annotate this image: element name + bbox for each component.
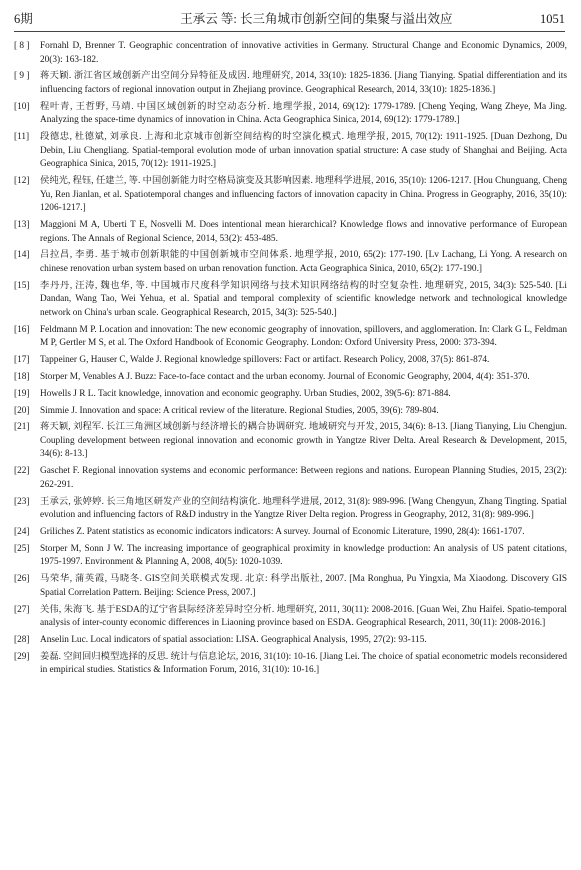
reference-text: Simmie J. Innovation and space: A critical review of the literature. Regional Studies, 2005, 39(6): 789-804. [40,405,439,416]
reference-entry [14,634,567,648]
reference-number: [25] [14,543,30,554]
reference-text: Maggioni M A, Uberti T E, Nosvelli M. Does intentional mean hierarchical? Knowledge flows and innovative performance of European regions. The Annals of Regional Science, 2014, 53(2): 453-485. [40,220,567,244]
reference-text: Tappeiner G, Hauser C, Walde J. Regional knowledge spillovers: Fact or artifact. Research Policy, 2008, 37(5): 861-874. [40,355,490,366]
reference-text: 马荣华, 蒲英霞, 马晓冬. GIS空间关联模式发现. 北京: 科学出版社, 2007. [Ma Ronghua, Pu Yingxia, Ma Xiaodong. Discovery GIS Spatial Correlation Pattern. Beijing: Science Press, 2007.] [40,574,567,598]
reference-text: Fornahl D, Brenner T. Geographic concentration of innovative activities in Germany. Structural Change and Economic Dynamics, 2009, 20(3): 163-182. [40,41,567,65]
reference-list [14,40,567,681]
reference-entry [14,405,567,419]
reference-text: Feldmann M P. Location and innovation: The new economic geography of innovation, spillovers, and agglomeration. In: Clark G L, Feldman M P, Gertler M S, et al. The Oxford Handbook of Economic Geography. London: Oxford University Press, 2000: 373-394. [40,324,567,349]
reference-text: 蒋天颖. 浙江省区域创新产出空间分异特征及成因. 地理研究, 2014, 33(10): 1825-1836. [Jiang Tianying. Spatial differentiation and its influencing factors of regional innovation output in Zhejiang province. Geographical Research, 2014, 33(10): 1825-1836.] [40,71,567,95]
issue-label: 6期 [14,12,33,26]
reference-number: [16] [14,324,30,335]
reference-text: 段德忠, 杜德斌, 刘承良. 上海和北京城市创新空间结构的时空演化模式. 地理学报, 2015, 70(12): 1911-1925. [Duan Dezhong, Du Debin, Liu Chengliang. Spatial-temporal evolution mode of urban innovation spatial structure: A case study of Shanghai and Beijing. Acta Geographica Sinica, 2015, 70(12): 1911-1925.] [40,132,567,170]
reference-text: 蒋天颖, 刘程军. 长江三角洲区域创新与经济增长的耦合协调研究. 地域研究与开发, 2015, 34(6): 8-13. [Jiang Tianying, Liu Chengjun. Coupling development between regional innovation and economic growth in Yangtze River Delta. Areal Research & Development, 2015, 34(6): 8-13.] [40,422,567,460]
reference-text: 李丹丹, 汪涛, 魏也华, 等. 中国城市尺度科学知识网络与技术知识网络结构的时空复杂性. 地理研究, 2015, 34(3): 525-540. [Li Dandan, Wang Tao, Wei Yehua, et al. Spatial and temporal complexity of scientific knowledge network and technological knowledge network on China's urban scale. Geographical Research, 2015, 34(3): 525-540.] [40,280,567,318]
reference-text: Storper M, Venables A J. Buzz: Face-to-face contact and the urban economy. Journal of Economic Geography, 2004, 4(4): 351-370. [40,371,530,382]
reference-number: [27] [14,604,30,615]
reference-number: [28] [14,634,30,645]
header-rule [14,31,565,32]
reference-number: [21] [14,422,30,433]
reference-number: [ 8 ] [14,41,30,51]
reference-text: 关伟, 朱海飞. 基于ESDA的辽宁省县际经济差异时空分析. 地理研究, 2011, 30(11): 2008-2016. [Guan Wei, Zhu Haifei. Spatio-temporal analysis of inter-county economic differences in Liaoning province based on ESDA. Geographical Research, 2011, 30(11): 2008-2016.] [40,604,567,629]
reference-text: 姜磊. 空间回归模型选择的反思. 统计与信息论坛, 2016, 31(10): 10-16. [Jiang Lei. The choice of spatial econometric models reconsidered in empirical studies. Statistics & Information Forum, 2016, 31(10): 10-16.] [40,651,567,676]
reference-entry [14,280,567,321]
reference-entry [14,573,567,600]
reference-number: [17] [14,355,30,366]
reference-text: 吕拉昌, 李勇. 基于城市创新职能的中国创新城市空间体系. 地理学报, 2010, 65(2): 177-190. [Lv Lachang, Li Yong. A research on chinese renovation urban system based on urban renovation function. Acta Geographica Sinica, 2010, 65(2): 177-190.] [40,250,567,275]
reference-text: Griliches Z. Patent statistics as economic indicators indicators: A survey. Journal of Economic Literature, 1990, 28(4): 1661-1707. [40,527,525,537]
reference-number: [26] [14,574,30,585]
reference-entry [14,175,567,216]
reference-number: [11] [14,132,30,143]
reference-number: [29] [14,651,30,662]
reference-entry [14,219,567,246]
reference-entry [14,388,567,402]
reference-entry [14,526,567,540]
reference-number: [24] [14,527,30,537]
reference-number: [14] [14,250,30,261]
reference-number: [ 9 ] [14,71,30,82]
reference-text: Howells J R L. Tacit knowledge, innovation and economic geography. Urban Studies, 2002, 39(5-6): 871-884. [40,388,451,399]
reference-entry [14,131,567,172]
reference-entry [14,70,567,97]
reference-number: [13] [14,220,30,231]
reference-number: [18] [14,371,30,382]
reference-number: [20] [14,405,30,416]
reference-text: 王承云, 张婷婷. 长三角地区研发产业的空间结构演化. 地理科学进展, 2012, 31(8): 989-996. [Wang Chengyun, Zhang Tingting. Spatial evolution and influencing factors of R&D industry in the Yangtze River Delta region. Progress in Geography, 2012, 31(8): 989-996.] [40,496,567,521]
reference-entry [14,543,567,570]
running-title: 王承云 等: 长三角城市创新空间的集聚与溢出效应 [180,12,453,26]
reference-number: [15] [14,280,30,291]
running-header [14,10,565,28]
reference-entry [14,354,567,368]
reference-text: Anselin Luc. Local indicators of spatial association: LISA. Geographical Analysis, 1995, 27(2): 93-115. [40,634,427,645]
page-number: 1051 [540,12,565,26]
reference-text: 侯纯光, 程钰, 任建兰, 等. 中国创新能力时空格局演变及其影响因素. 地理科学进展, 2016, 35(10): 1206-1217. [Hou Chunguang, Cheng Yu, Ren Jianlan, et al. Spatiotemporal changes and influencing factors of innovation capacity in China. Progress in Geography, 2016, 35(10): 1206-1217.] [40,176,567,214]
reference-entry [14,40,567,67]
reference-entry [14,496,567,523]
reference-number: [10] [14,101,30,112]
reference-entry [14,371,567,385]
reference-entry [14,101,567,128]
reference-entry [14,604,567,631]
reference-number: [19] [14,388,30,399]
reference-entry [14,651,567,678]
reference-number: [22] [14,466,30,477]
reference-entry [14,249,567,276]
reference-entry [14,324,567,351]
reference-number: [23] [14,496,30,507]
reference-text: Gaschet F. Regional innovation systems and economic performance: Between regions and nations. European Planning Studies, 2015, 23(2): 262-291. [40,466,567,490]
reference-entry [14,421,567,462]
reference-entry [14,465,567,492]
reference-text: Storper M, Sonn J W. The increasing importance of geographical proximity in knowledge production: An analysis of US patent citations, 1975-1997. Environment & Planning A, 2008, 40(5): 1020-1039. [40,543,567,568]
reference-number: [12] [14,176,30,187]
reference-text: 程叶青, 王哲野, 马靖. 中国区域创新的时空动态分析. 地理学报, 2014, 69(12): 1779-1789. [Cheng Yeqing, Wang Zheye, Ma Jing. Analyzing the space-time dynamics of innovation in China. Acta Geographica Sinica, 2014, 69(12): 1779-1789.] [40,101,567,126]
